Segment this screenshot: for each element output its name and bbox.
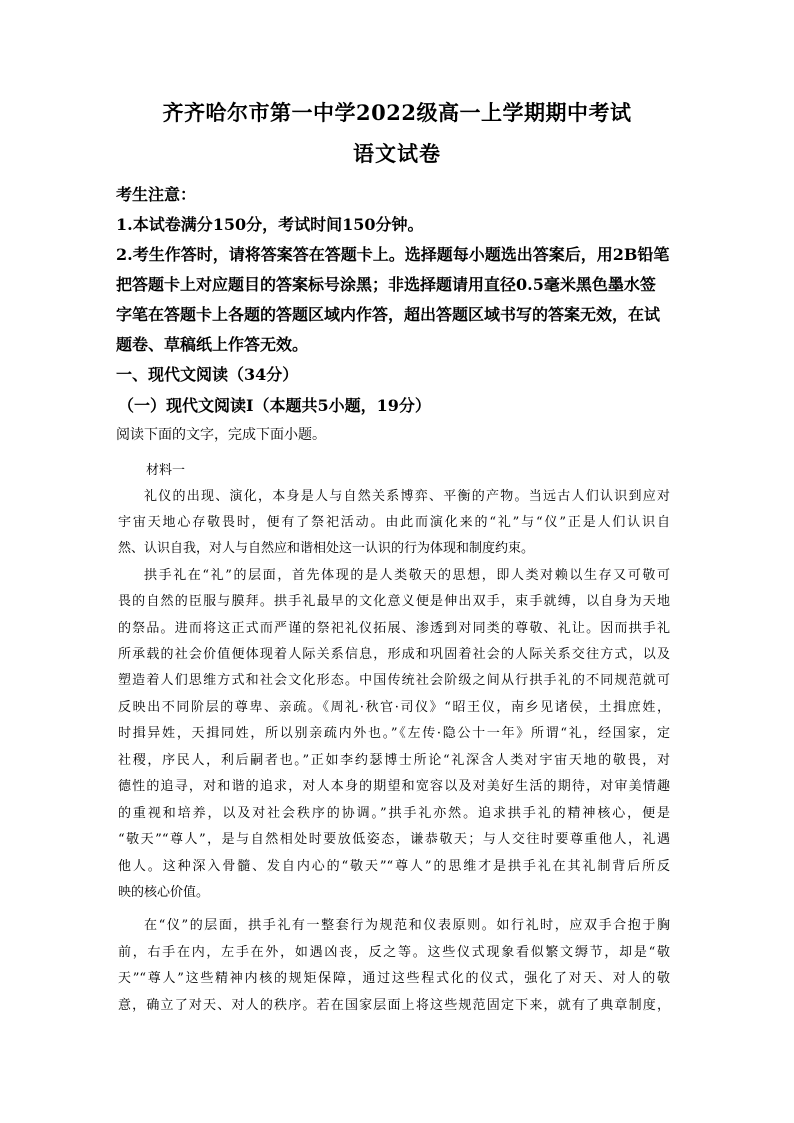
section-heading: 一、现代文阅读（34分） bbox=[116, 365, 299, 384]
passage-line: 所承载的社会价值便体现着人际关系信息，形成和巩固着社会的人际关系交往方式，以及 bbox=[118, 647, 670, 662]
notice-heading: 考生注意： bbox=[116, 185, 197, 204]
passage-line: 的重视和培养，以及对社会秩序的协调。”拱手礼亦然。追求拱手礼的精神核心，便是 bbox=[118, 806, 670, 821]
notice-item-2-line: 题卷、草稿纸上作答无效。 bbox=[116, 335, 309, 354]
passage-line: 反映出不同阶层的尊卑、亲疏。《周礼·秋官·司仪》“昭王仪，南乡见诸侯，土揖庶姓， bbox=[118, 700, 670, 715]
passage-line: 意，确立了对天、对人的秩序。若在国家层面上将这些规范固定下来，就有了典章制度， bbox=[118, 998, 670, 1013]
notice-item-2-line: 2.考生作答时，请将答案答在答题卡上。选择题每小题选出答案后，用2B铅笔 bbox=[116, 245, 670, 264]
exam-subtitle: 语文试卷 bbox=[353, 141, 441, 166]
passage-line: “敬天”“尊人”，是与自然相处时要放低姿态，谦恭敬天；与人交往时要尊重他人，礼遇 bbox=[118, 832, 670, 847]
instruction-text: 阅读下面的文字，完成下面小题。 bbox=[116, 427, 326, 443]
passage-line: 的祭品。进而将这正式而严谨的祭祀礼仪拓展、渗透到对同类的尊敬、礼让。因而拱手礼 bbox=[118, 621, 670, 636]
material-label: 材料一 bbox=[146, 463, 186, 478]
passage-line: 时揖异姓，天揖同姓，所以别亲疏内外也。”《左传·隐公十一年》所谓“礼，经国家，定 bbox=[118, 726, 670, 741]
passage-line: 畏的自然的臣服与膜拜。拱手礼最早的文化意义便是伸出双手，束手就缚，以自身为天地 bbox=[118, 594, 670, 609]
section-subheading: （一）现代文阅读Ⅰ（本题共5小题，19分） bbox=[118, 396, 431, 415]
passage-line: 然、认识自我，对人与自然应和谐相处这一认识的行为体现和制度约束。 bbox=[118, 541, 535, 556]
passage-line: 映的核心价值。 bbox=[118, 885, 210, 900]
passage-line: 宇宙天地心存敬畏时，便有了祭祀活动。由此而演化来的“礼”与“仪”正是人们认识自 bbox=[118, 515, 670, 530]
passage-line: 社稷，序民人，利后嗣者也。”正如李约瑟博士所论“礼深含人类对宇宙天地的敬畏，对 bbox=[118, 753, 670, 768]
passage-line: 前，右手在内，左手在外，如遇凶丧，反之等。这些仪式现象看似繁文缛节，却是“敬 bbox=[118, 945, 670, 960]
passage-line: 德性的追寻，对和谐的追求，对人本身的期望和宽容以及对美好生活的期待，对审美情趣 bbox=[118, 779, 670, 794]
passage-line: 他人。这种深入骨髓、发自内心的“敬天”“尊人”的思维才是拱手礼在其礼制背后所反 bbox=[118, 859, 670, 874]
exam-title: 齐齐哈尔市第一中学2022级高一上学期期中考试 bbox=[162, 100, 632, 125]
notice-item-2-line: 把答题卡上对应题目的答案标号涂黑；非选择题请用直径0.5毫米黑色墨水签 bbox=[116, 275, 656, 294]
passage-line: 天”“尊人”这些精神内核的规矩保障，通过这些程式化的仪式，强化了对天、对人的敬 bbox=[118, 971, 670, 986]
notice-item-2-line: 字笔在答题卡上各题的答题区域内作答，超出答题区域书写的答案无效，在试 bbox=[116, 305, 661, 324]
notice-item-1: 1.本试卷满分150分，考试时间150分钟。 bbox=[116, 215, 424, 234]
passage-line: 礼仪的出现、演化，本身是人与自然关系博弈、平衡的产物。当远古人们认识到应对 bbox=[144, 489, 670, 504]
passage-line: 拱手礼在“礼”的层面，首先体现的是人类敬天的思想，即人类对赖以生存又可敬可 bbox=[144, 568, 670, 583]
passage-line: 在“仪”的层面，拱手礼有一整套行为规范和仪表原则。如行礼时，应双手合抱于胸 bbox=[144, 918, 670, 933]
passage-line: 塑造着人们思维方式和社会文化形态。中国传统社会阶级之间从行拱手礼的不同规范就可 bbox=[118, 673, 670, 688]
